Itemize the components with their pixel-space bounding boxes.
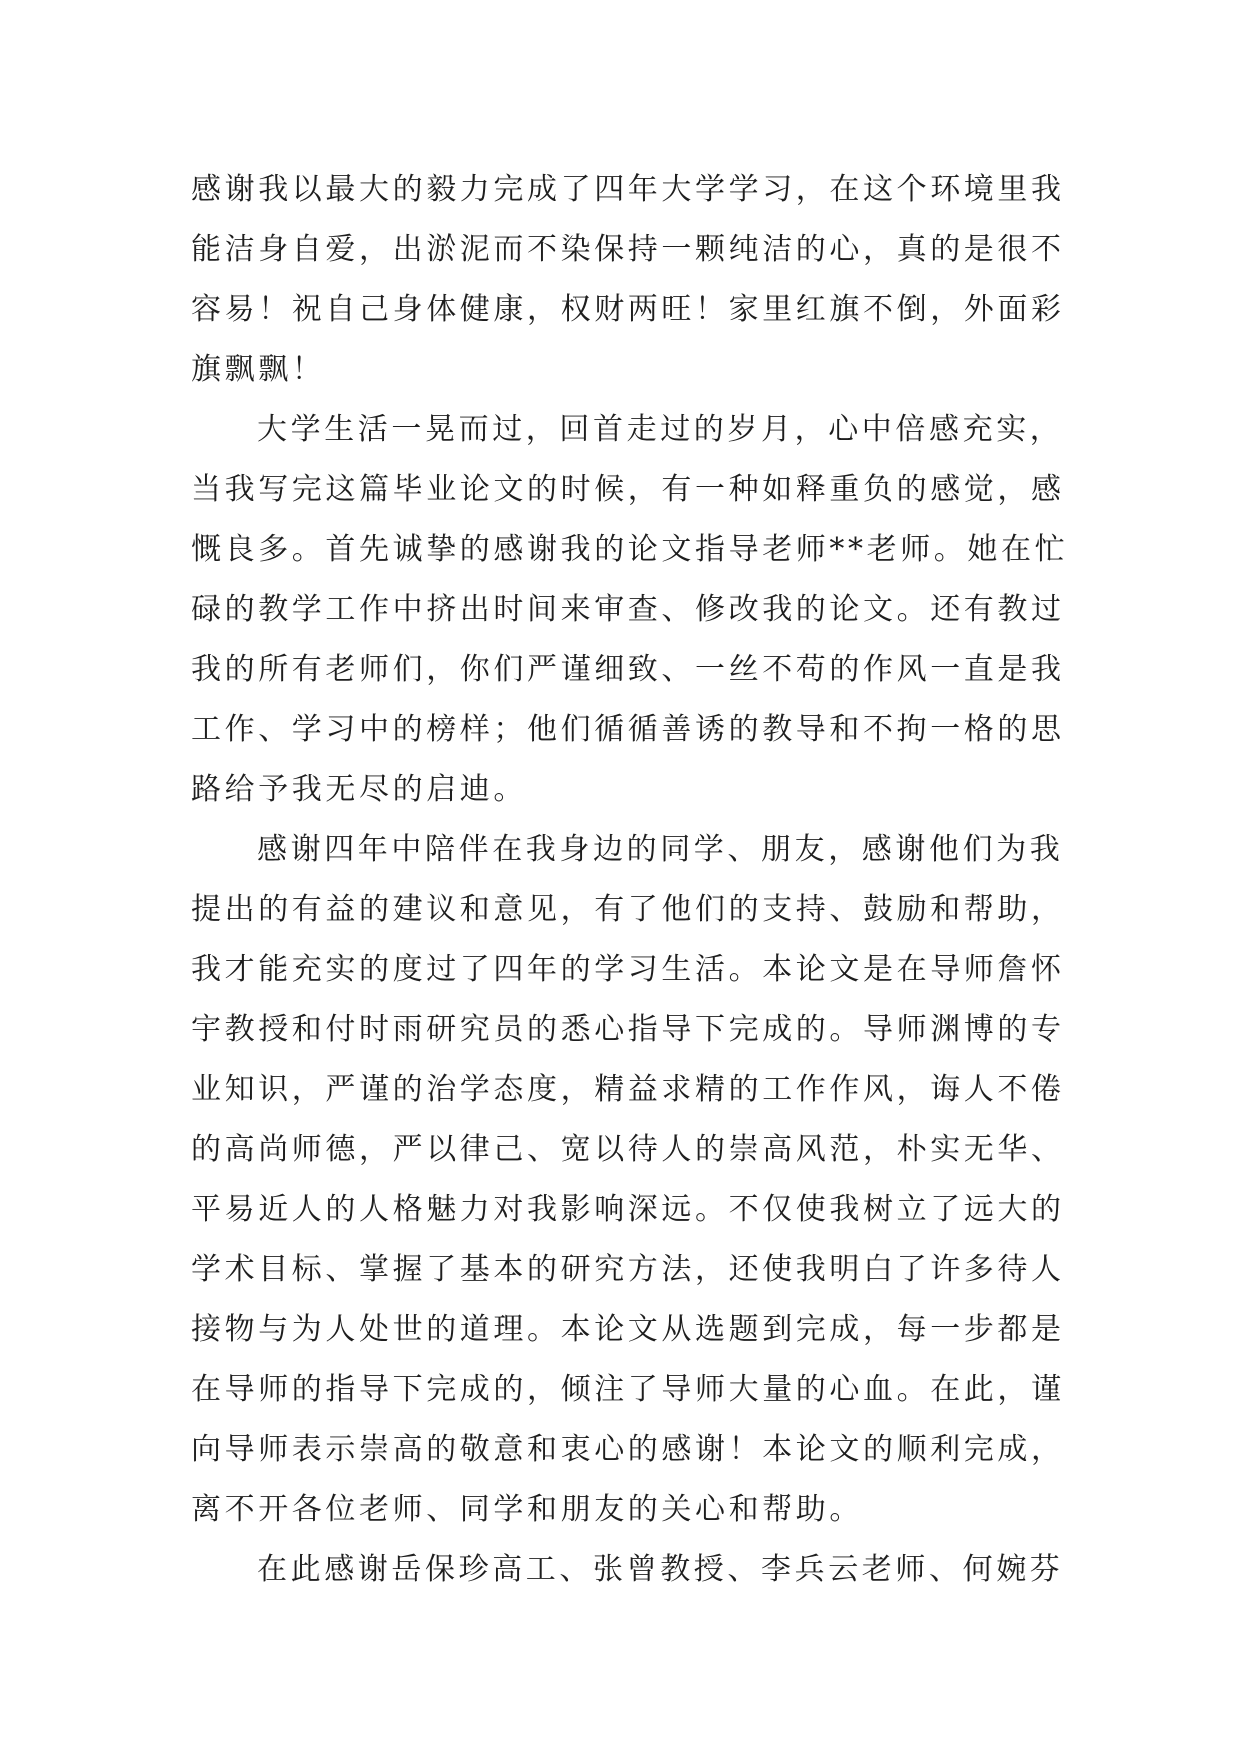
text-line: 慨良多。首先诚挚的感谢我的论文指导老师**老师。她在忙	[191, 532, 1069, 567]
text-line: 向导师表示崇高的敬意和衷心的感谢！本论文的顺利完成，	[191, 1432, 1065, 1467]
text-line: 碌的教学工作中挤出时间来审查、修改我的论文。还有教过	[191, 592, 1065, 627]
text-line: 当我写完这篇毕业论文的时候，有一种如释重负的感觉，感	[191, 472, 1065, 507]
document-body	[191, 160, 1069, 1600]
text-line: 容易！祝自己身体健康，权财两旺！家里红旗不倒，外面彩	[191, 292, 1065, 327]
text-line: 提出的有益的建议和意见，有了他们的支持、鼓励和帮助，	[191, 892, 1065, 927]
text-line: 路给予我无尽的启迪。	[191, 772, 527, 807]
text-line: 离不开各位老师、同学和朋友的关心和帮助。	[191, 1492, 863, 1527]
text-line: 旗飘飘！	[191, 352, 326, 387]
text-line: 大学生活一晃而过，回首走过的岁月，心中倍感充实，	[257, 412, 1064, 447]
text-line: 感谢四年中陪伴在我身边的同学、朋友，感谢他们为我	[257, 832, 1064, 867]
text-line: 的高尚师德，严以律己、宽以待人的崇高风范，朴实无华、	[191, 1132, 1065, 1167]
paragraph	[191, 160, 1065, 400]
text-line: 工作、学习中的榜样；他们循循善诱的教导和不拘一格的思	[191, 712, 1065, 747]
text-line: 我才能充实的度过了四年的学习生活。本论文是在导师詹怀	[191, 952, 1065, 987]
text-line: 接物与为人处世的道理。本论文从选题到完成，每一步都是	[191, 1312, 1065, 1347]
text-line: 平易近人的人格魅力对我影响深远。不仅使我树立了远大的	[191, 1192, 1065, 1227]
text-line: 在此感谢岳保珍高工、张曾教授、李兵云老师、何婉芬	[257, 1552, 1064, 1587]
text-line: 能洁身自爱，出淤泥而不染保持一颗纯洁的心，真的是很不	[191, 232, 1065, 267]
paragraph	[191, 820, 1065, 1540]
text-line: 我的所有老师们，你们严谨细致、一丝不苟的作风一直是我	[191, 652, 1065, 687]
paragraph	[191, 1540, 1064, 1600]
text-line: 感谢我以最大的毅力完成了四年大学学习，在这个环境里我	[191, 172, 1065, 207]
text-line: 在导师的指导下完成的，倾注了导师大量的心血。在此，谨	[191, 1372, 1065, 1407]
text-line: 学术目标、掌握了基本的研究方法，还使我明白了许多待人	[191, 1252, 1065, 1287]
text-line: 业知识，严谨的治学态度，精益求精的工作作风，诲人不倦	[191, 1072, 1065, 1107]
paragraph	[191, 400, 1069, 820]
text-line: 宇教授和付时雨研究员的悉心指导下完成的。导师渊博的专	[191, 1012, 1065, 1047]
